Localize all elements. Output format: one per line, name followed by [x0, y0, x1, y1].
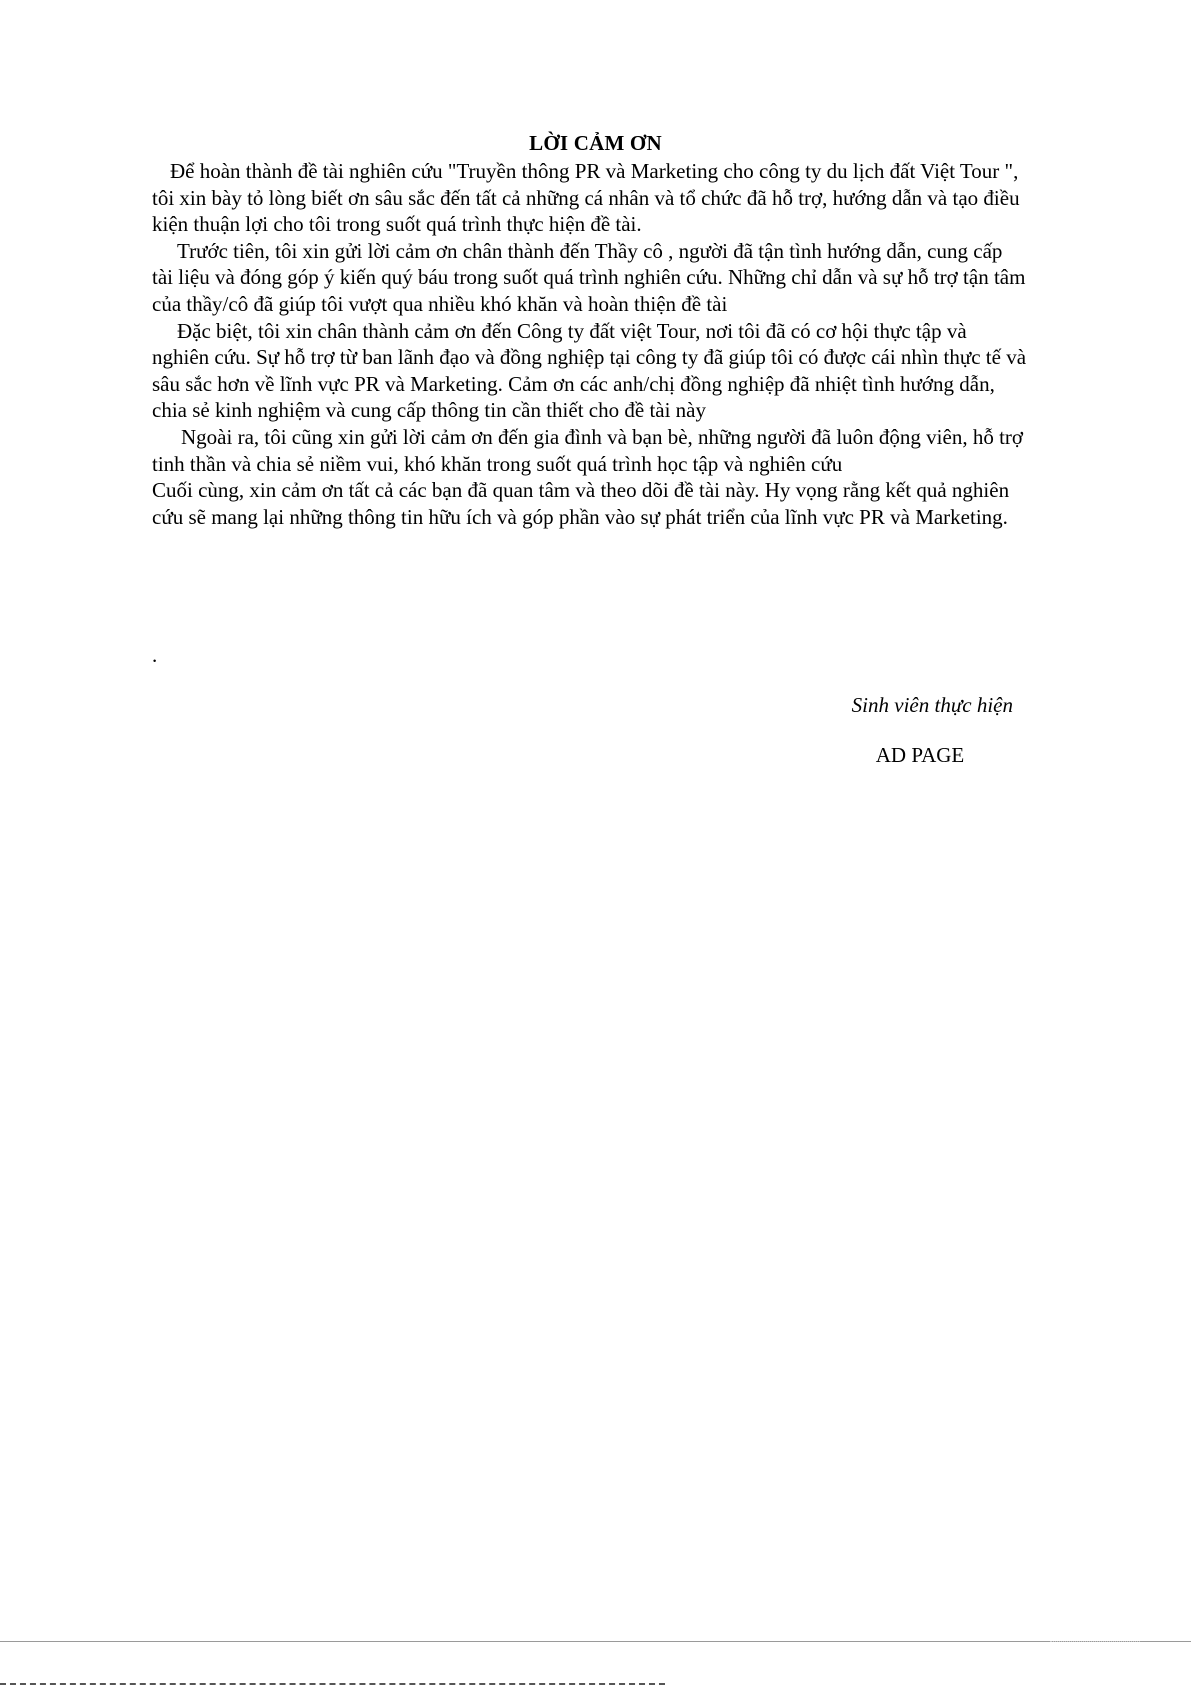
- paragraph-intro: Để hoàn thành đề tài nghiên cứu "Truyền thông PR và Marketing cho công ty du lịch đất Việt Tour ", tôi xin bày tỏ lòng biết ơn sâu sắc đến tất cả những cá nhân và tổ chức đã hỗ trợ, hướng dẫn và tạo điều kiện thuận lợi cho tôi trong suốt quá trình thực hiện đề tài.: [152, 159, 1020, 237]
- paragraph-closing: Cuối cùng, xin cảm ơn tất cả các bạn đã quan tâm và theo dõi đề tài này. Hy vọng rằng kết quả nghiên cứu sẽ mang lại những thông tin hữu ích và góp phần vào sự phát triển của lĩnh vực PR và Marketing.: [152, 478, 1010, 529]
- paragraph-company: Đặc biệt, tôi xin chân thành cảm ơn đến Công ty đất việt Tour, nơi tôi đã có cơ hội thực tập và nghiên cứu. Sự hỗ trợ từ ban lãnh đạo và đồng nghiệp tại công ty đã giúp tôi có được cái nhìn thực tế và sâu sắc hơn về lĩnh vực PR và Marketing. Cảm ơn các anh/chị đồng nghiệp đã nhiệt tình hướng dẫn, chia sẻ kinh nghiệm và cung cấp thông tin cần thiết cho đề tài này: [152, 318, 1027, 423]
- acknowledgement-body: [152, 158, 1027, 530]
- footer-divider-dotted: [1050, 1641, 1140, 1642]
- paragraph-supervisor: Trước tiên, tôi xin gửi lời cảm ơn chân thành đến Thầy cô , người đã tận tình hướng dẫn, cung cấp tài liệu và đóng góp ý kiến quý báu trong suốt quá trình nghiên cứu. Những chỉ dẫn và sự hỗ trợ tận tâm của thầy/cô đã giúp tôi vượt qua nhiều khó khăn và hoàn thiện đề tài: [152, 238, 1026, 316]
- footer-divider: [0, 1641, 1191, 1642]
- signer-role: Sinh viên thực hiện: [851, 693, 1013, 717]
- page-title: LỜI CẢM ƠN: [529, 131, 662, 155]
- paragraph-family: Ngoài ra, tôi cũng xin gửi lời cảm ơn đến gia đình và bạn bè, những người đã luôn động viên, hỗ trợ tinh thần và chia sẻ niềm vui, khó khăn trong suốt quá trình học tập và nghiên cứu: [152, 424, 1023, 476]
- signer-name: AD PAGE: [875, 743, 965, 767]
- trailing-mark: .: [152, 643, 158, 667]
